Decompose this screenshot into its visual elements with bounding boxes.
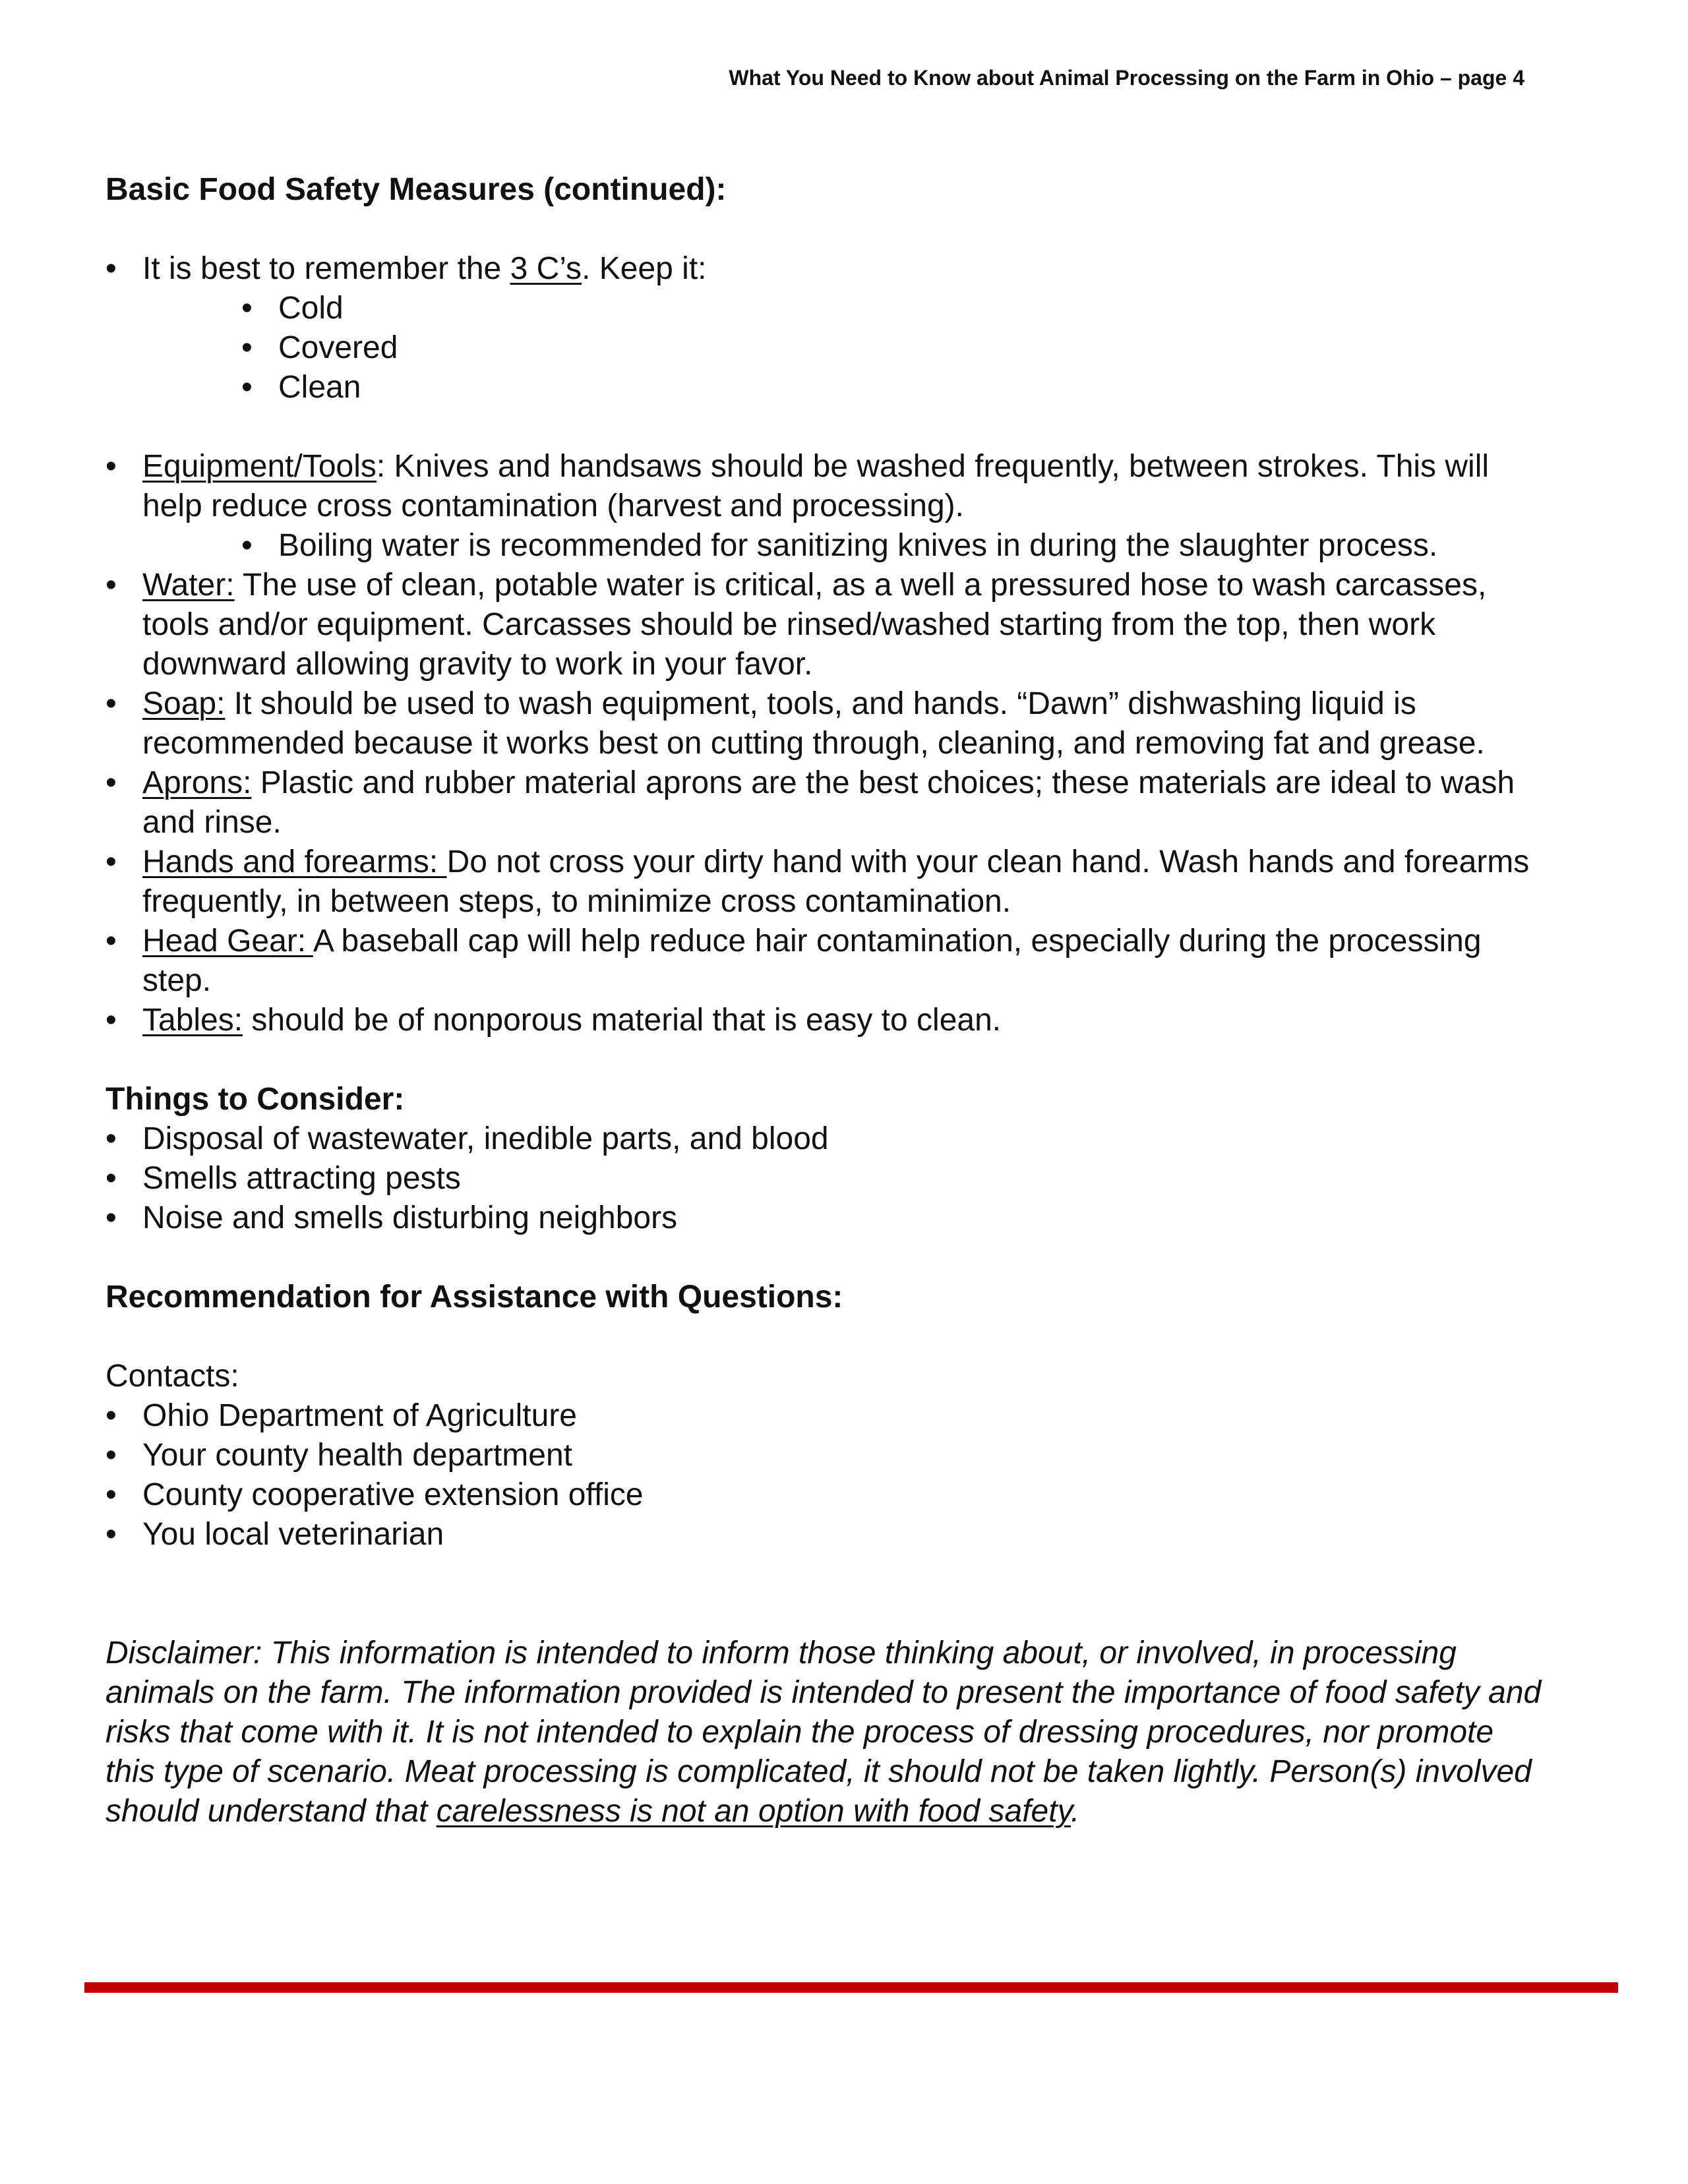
list-item-tables [106,1001,1543,1040]
disclaimer [106,1634,1543,1831]
running-header: What You Need to Know about Animal Processing on the Farm in Ohio – page 4 [729,66,1524,90]
footer-red-rule [84,1982,1618,1993]
item-text: should be of nonporous material that is easy to clean. [243,1003,1002,1038]
safety-measures-list [106,447,1543,1040]
list-item-hands [106,842,1543,922]
list-item: • Ohio Department of Agriculture [106,1396,1543,1436]
list-item: • Covered [241,328,1543,368]
disclaimer-text: Disclaimer: This information is intended to inform those thinking about, or involved, in processing animals on the farm. The information provided is intended to present the importance of food safety and risks that come with it. It is not intended to explain the process of dressing procedures, nor promote this type of scenario. Meat processing is complicated, it should not be taken lightly. Person(s) involved should understand that [106,1636,1542,1829]
item-text: : Knives and handsaws should be washed frequently, between strokes. This will help reduce cross contamination (harvest and processing). [142,449,1490,523]
contacts-label: Contacts: [106,1359,239,1394]
item-label: Tables: [142,1003,243,1038]
list-item: • Noise and smells disturbing neighbors [106,1198,1543,1238]
item-label: Equipment/Tools [142,449,377,484]
consider-list [106,1119,1543,1238]
list-item: • Smells attracting pests [106,1159,1543,1198]
item-label: Head Gear: [142,924,313,959]
list-item-head-gear [106,922,1543,1001]
section-heading-consider: Things to Consider: [106,1082,405,1117]
section-heading-assistance: Recommendation for Assistance with Questions: [106,1280,843,1314]
list-item-equipment [106,447,1543,566]
section-heading-safety: Basic Food Safety Measures (continued): [106,172,727,207]
item-label: Water: [142,568,235,603]
three-cs-term: 3 C’s [510,251,582,286]
disclaimer-end: . [1071,1794,1080,1829]
list-item: • Clean [241,368,1543,407]
item-label: Hands and forearms: [142,844,447,879]
three-c-sublist [142,289,1543,407]
list-item: • Boiling water is recommended for sanitizing knives in during the slaughter process. [241,526,1543,566]
list-item-soap [106,684,1543,763]
list-item [106,249,1543,407]
contacts-list [106,1396,1543,1554]
list-item-aprons [106,763,1543,842]
item-text: . Keep it: [582,251,707,286]
item-text: It is best to remember the [142,251,510,286]
three-c-list [106,249,1543,407]
item-text: Plastic and rubber material aprons are the best choices; these materials are ideal to wash and rinse. [142,765,1515,840]
list-item: • You local veterinarian [106,1515,1543,1554]
item-label: Soap: [142,686,226,721]
list-item: • Disposal of wastewater, inedible parts, and blood [106,1119,1543,1159]
item-text: It should be used to wash equipment, tools, and hands. “Dawn” dishwashing liquid is recommended because it works best on cutting through, cleaning, and removing fat and grease. [142,686,1485,761]
list-item: • County cooperative extension office [106,1475,1543,1515]
item-text: Do not cross your dirty hand with your clean hand. Wash hands and forearms frequently, in between steps, to minimize cross contamination. [142,844,1530,919]
page-body [106,170,1543,1831]
item-text: The use of clean, potable water is critical, as a well a pressured hose to wash carcasses, tools and/or equipment. Carcasses should be rinsed/washed starting from the top, then work downward allowing gravity to work in your favor. [142,568,1487,682]
list-item: • Cold [241,289,1543,328]
item-text: A baseball cap will help reduce hair contamination, especially during the processing step. [142,924,1482,998]
disclaimer-emphasis: carelessness is not an option with food safety [436,1794,1071,1829]
item-label: Aprons: [142,765,252,800]
equipment-sublist [142,526,1543,566]
list-item-water [106,566,1543,684]
list-item: • Your county health department [106,1436,1543,1475]
